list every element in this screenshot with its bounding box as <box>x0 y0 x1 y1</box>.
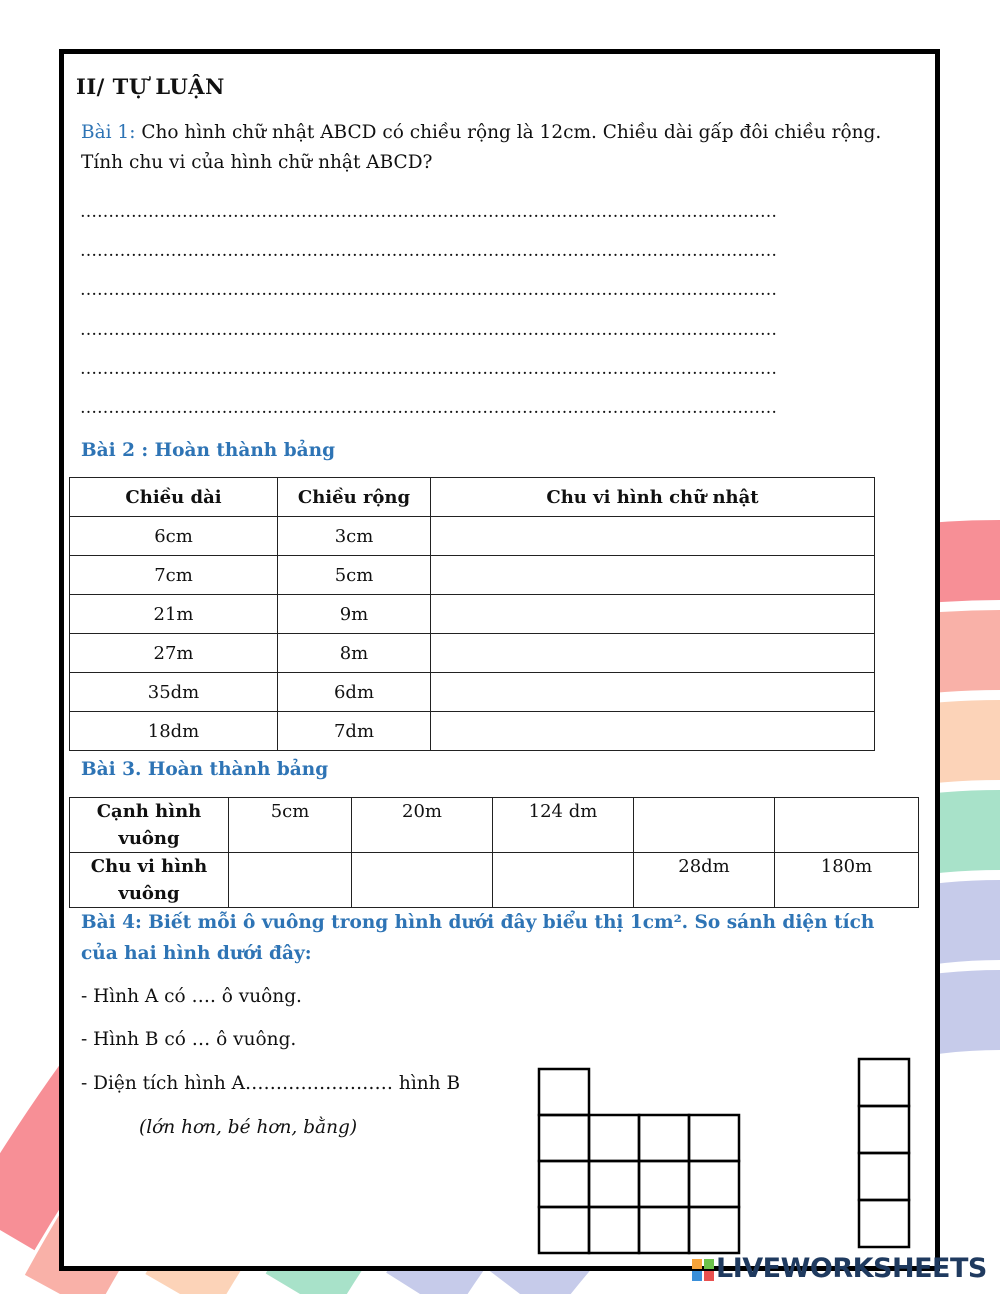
section-title: II/ TỰ LUẬN <box>76 74 225 99</box>
cell-perimeter-answer[interactable] <box>431 673 875 712</box>
table-row <box>70 517 875 556</box>
cell-side: 20m <box>352 798 493 853</box>
exercise-1-prompt <box>81 118 911 178</box>
header-width: Chiều rộng <box>278 478 431 517</box>
table-header-row <box>70 478 875 517</box>
cell-length: 35dm <box>70 673 278 712</box>
exercise-2-title: Bài 2 : Hoàn thành bảng <box>81 440 336 461</box>
answer-line[interactable]: …………………………………………………………………………………………………………… <box>80 359 777 379</box>
cell-perimeter-answer[interactable] <box>431 517 875 556</box>
cell-width: 6dm <box>278 673 431 712</box>
table-row <box>70 798 919 853</box>
table-row <box>70 595 875 634</box>
logo-text: LIVEWORKSHEETS <box>716 1253 987 1284</box>
row-head-side: Cạnh hình vuông <box>70 798 229 853</box>
row-head-perimeter: Chu vi hình vuông <box>70 853 229 908</box>
cell-width: 5cm <box>278 556 431 595</box>
worksheet-frame <box>59 49 940 1271</box>
exercise-4-line-c[interactable]: - Diện tích hình A…………………… hình B <box>81 1073 461 1094</box>
liveworksheets-logo <box>692 1253 987 1284</box>
cell-perimeter-answer[interactable] <box>431 712 875 751</box>
logo-icon <box>692 1259 714 1281</box>
answer-line[interactable]: …………………………………………………………………………………………………………… <box>80 320 777 340</box>
cell-length: 7cm <box>70 556 278 595</box>
cell-width: 9m <box>278 595 431 634</box>
cell-length: 27m <box>70 634 278 673</box>
header-perimeter: Chu vi hình chữ nhật <box>431 478 875 517</box>
table-row <box>70 556 875 595</box>
cell-side: 124 dm <box>493 798 634 853</box>
cell-perimeter-answer[interactable] <box>229 853 352 908</box>
cell-perimeter-answer[interactable] <box>493 853 634 908</box>
table-row <box>70 634 875 673</box>
exercise-1-text: Cho hình chữ nhật ABCD có chiều rộng là 12cm. Chiều dài gấp đôi chiều rộng. Tính chu vi của hình chữ nhật ABCD? <box>81 122 882 173</box>
answer-line[interactable]: …………………………………………………………………………………………………………… <box>80 202 777 222</box>
cell-length: 18dm <box>70 712 278 751</box>
exercise-3-table <box>69 797 919 908</box>
cell-side-answer[interactable] <box>775 798 919 853</box>
table-row <box>70 673 875 712</box>
figure-b-grid <box>856 1056 916 1256</box>
exercise-2-table <box>69 477 875 751</box>
cell-perimeter: 180m <box>775 853 919 908</box>
header-length: Chiều dài <box>70 478 278 517</box>
table-row <box>70 712 875 751</box>
cell-perimeter-answer[interactable] <box>431 634 875 673</box>
exercise-4-line-b[interactable]: - Hình B có … ô vuông. <box>81 1029 297 1050</box>
cell-width: 3cm <box>278 517 431 556</box>
cell-perimeter: 28dm <box>634 853 775 908</box>
cell-side: 5cm <box>229 798 352 853</box>
cell-perimeter-answer[interactable] <box>431 556 875 595</box>
answer-line[interactable]: …………………………………………………………………………………………………………… <box>80 398 777 418</box>
table-row <box>70 853 919 908</box>
cell-length: 6cm <box>70 517 278 556</box>
exercise-4-title: Bài 4: Biết mỗi ô vuông trong hình dưới đây biểu thị 1cm². So sánh diện tích của hai hình dưới đây: <box>81 912 875 964</box>
exercise-4-hint: (lớn hơn, bé hơn, bằng) <box>139 1117 358 1138</box>
exercise-1-label: Bài 1: <box>81 122 136 143</box>
answer-line[interactable]: …………………………………………………………………………………………………………… <box>80 280 777 300</box>
cell-length: 21m <box>70 595 278 634</box>
cell-perimeter-answer[interactable] <box>431 595 875 634</box>
figure-a-grid <box>536 1066 746 1256</box>
cell-width: 8m <box>278 634 431 673</box>
cell-side-answer[interactable] <box>634 798 775 853</box>
cell-perimeter-answer[interactable] <box>352 853 493 908</box>
answer-line[interactable]: …………………………………………………………………………………………………………… <box>80 241 777 261</box>
cell-width: 7dm <box>278 712 431 751</box>
exercise-3-title: Bài 3. Hoàn thành bảng <box>81 759 329 780</box>
exercise-4-line-a[interactable]: - Hình A có …. ô vuông. <box>81 986 302 1007</box>
